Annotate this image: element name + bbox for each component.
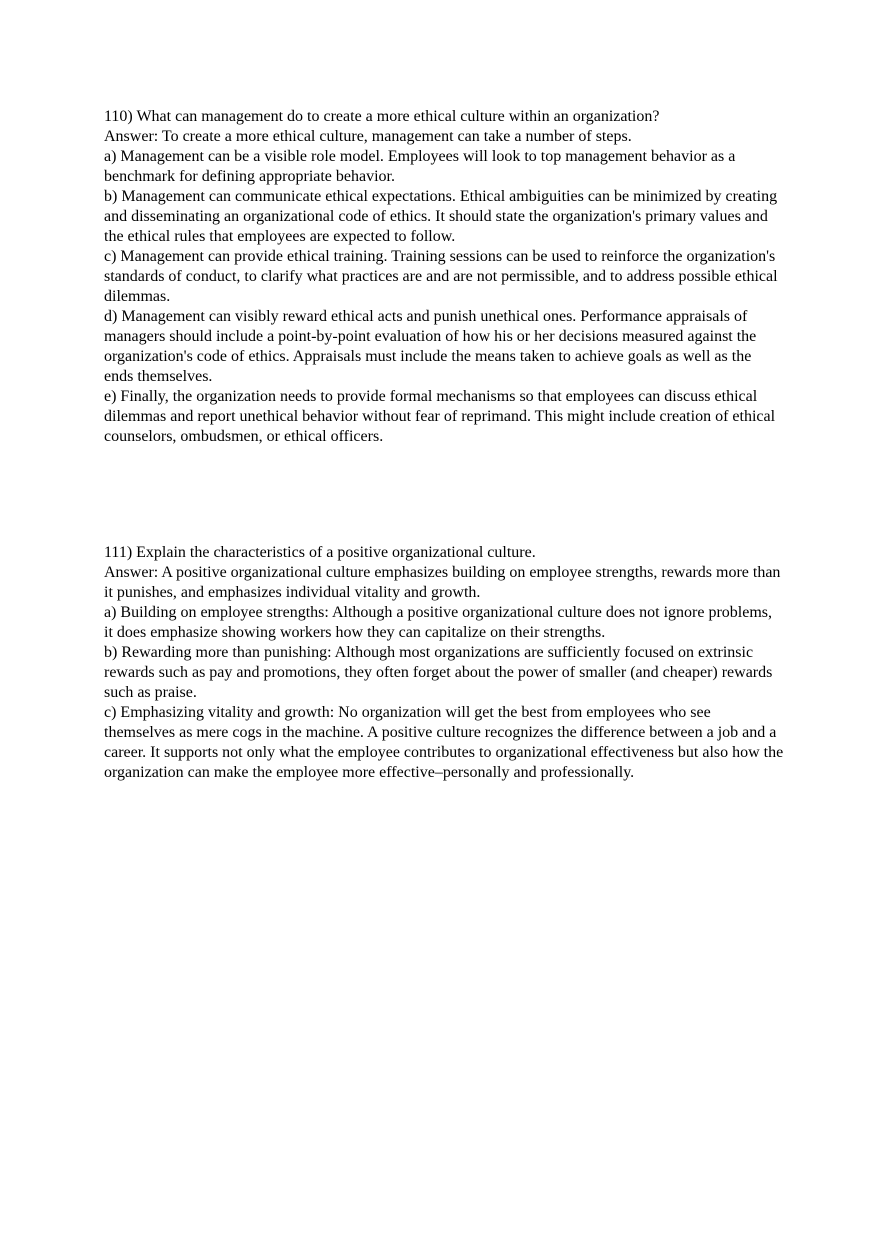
answer-point-d: d) Management can visibly reward ethical acts and punish unethical ones. Performance appraisals of managers should include a point-by-point evaluation of how his or her decisions measured against the organization's code of ethics. Appraisals must include the means taken to achieve goals as well as the ends themselves. (104, 308, 757, 385)
question-text: 110) What can management do to create a more ethical culture within an organization? (104, 108, 660, 125)
answer-point-e: e) Finally, the organization needs to provide formal mechanisms so that employees can discuss ethical dilemmas and report unethical behavior without fear of reprimand. This might include creation of ethical counselors, ombudsmen, or ethical officers. (104, 388, 776, 445)
question-block-110 (104, 107, 784, 447)
answer-point-a: a) Building on employee strengths: Although a positive organizational culture does not ignore problems, it does emphasize showing workers how they can capitalize on their strengths. (104, 604, 773, 641)
question-block-111 (104, 543, 784, 783)
answer-intro: Answer: A positive organizational culture emphasizes building on employee strengths, rewards more than it punishes, and emphasizes individual vitality and growth. (104, 564, 781, 601)
question-text: 111) Explain the characteristics of a positive organizational culture. (104, 544, 536, 561)
answer-point-c: c) Management can provide ethical training. Training sessions can be used to reinforce the organization's standards of conduct, to clarify what practices are and are not permissible, and to address possible ethical dilemmas. (104, 248, 778, 305)
answer-point-b: b) Management can communicate ethical expectations. Ethical ambiguities can be minimized by creating and disseminating an organizational code of ethics. It should state the organization's primary values and the ethical rules that employees are expected to follow. (104, 188, 778, 245)
answer-point-c: c) Emphasizing vitality and growth: No organization will get the best from employees who see themselves as mere cogs in the machine. A positive culture recognizes the difference between a job and a career. It supports not only what the employee contributes to organizational effectiveness but also how the organization can make the employee more effective–personally and professionally. (104, 704, 784, 781)
answer-point-a: a) Management can be a visible role model. Employees will look to top management behavior as a benchmark for defining appropriate behavior. (104, 148, 736, 185)
answer-point-b: b) Rewarding more than punishing: Although most organizations are sufficiently focused on extrinsic rewards such as pay and promotions, they often forget about the power of smaller (and cheaper) rewards such as praise. (104, 644, 773, 701)
answer-intro: Answer: To create a more ethical culture, management can take a number of steps. (104, 128, 632, 145)
